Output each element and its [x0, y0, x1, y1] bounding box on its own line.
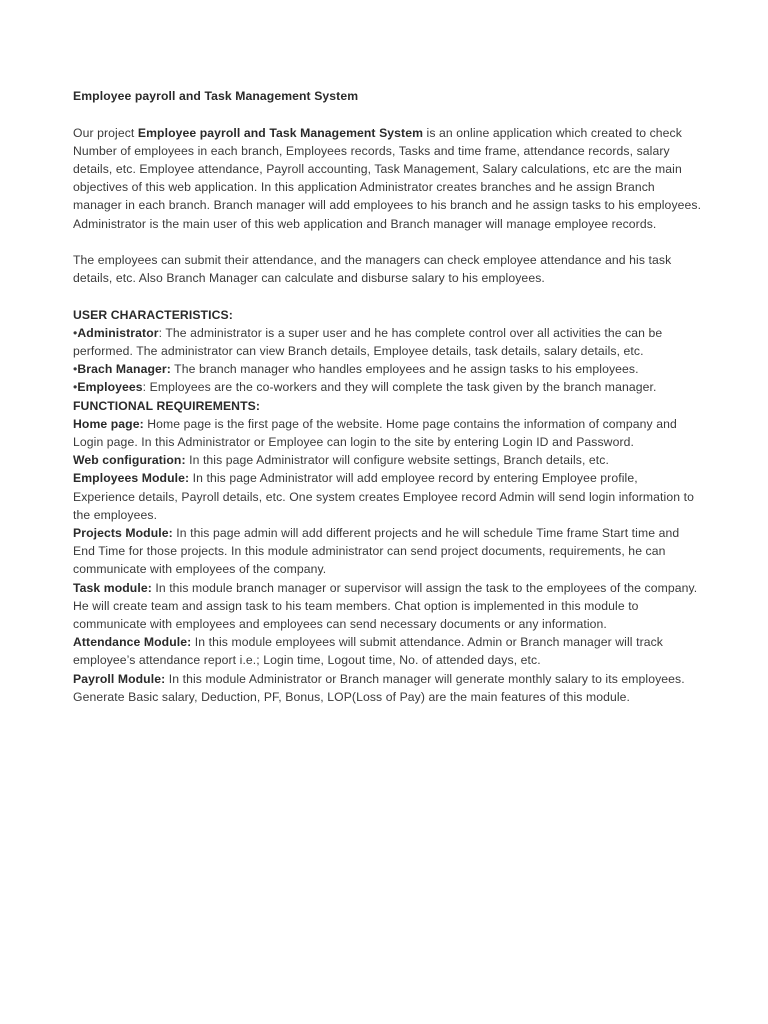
requirement-label: Projects Module:	[73, 526, 173, 541]
document-page	[73, 87, 703, 706]
requirement-text: In this module employees will submit attendance. Admin or Branch manager will track employee’s attendance report i.e.; Login time, Logout time, No. of attended days, etc.	[73, 635, 664, 668]
bullet-icon: •	[73, 325, 78, 340]
requirement-label: Employees Module:	[73, 471, 190, 486]
user-item-text: : The administrator is a super user and he has complete control over all activities the can be performed. The administrator can view Branch details, Employee details, task details, salary details, etc.	[73, 325, 663, 358]
requirement-text: In this module Administrator or Branch manager will generate monthly salary to its employees. Generate Basic salary, Deduction, PF, Bonus, LOP(Loss of Pay) are the main features of this module.	[73, 671, 685, 704]
user-item-text: : Employees are the co-workers and they will complete the task given by the branch manager.	[142, 380, 657, 395]
intro-text: is an online application which created to check Number of employees in each branch, Employees records, Tasks and time frame, attendance records, salary details, etc. Employee attendance, Payroll accounting, Task Management, Salary calculations, etc are the main objectives of this web application. In this application Administrator creates branches and he assign Branch manager in each branch. Branch manager will add employees to his branch and he assign tasks to his employees. Administrator is the main user of this web application and Branch manager will manage employee records.	[73, 125, 702, 231]
bullet-icon: •	[73, 380, 78, 395]
attendance-paragraph: The employees can submit their attendance, and the managers can check employee attendance and his task details, etc. Also Branch Manager can calculate and disburse salary to his employees.	[73, 253, 672, 286]
requirement-payroll-module	[73, 670, 703, 706]
requirement-home-page	[73, 415, 703, 451]
requirement-employees-module	[73, 469, 703, 524]
requirement-text: In this page admin will add different projects and he will schedule Time frame Start time and End Time for those projects. In this module administrator can send project documents, requirements, he can communicate with employees of the company.	[73, 526, 680, 577]
requirement-text: In this page Administrator will add employee record by entering Employee profile, Experience details, Payroll details, etc. One system creates Employee record Admin will send login information to the employees.	[73, 471, 694, 522]
user-characteristics-heading: USER CHARACTERISTICS:	[73, 307, 233, 322]
document-title: Employee payroll and Task Management System	[73, 89, 359, 103]
requirement-projects-module	[73, 524, 703, 579]
requirement-label: Task module:	[73, 580, 152, 595]
requirement-label: Payroll Module:	[73, 671, 166, 686]
requirement-attendance-module	[73, 633, 703, 669]
user-item-employees	[73, 378, 703, 396]
user-item-administrator	[73, 324, 703, 360]
requirement-task-module	[73, 579, 703, 634]
requirement-text: In this module branch manager or supervisor will assign the task to the employees of the company. He will create team and assign task to his team members. Chat option is implemented in this module to communicate with employees and employees can send necessary documents or any information.	[73, 580, 698, 632]
requirement-label: Attendance Module:	[73, 635, 192, 650]
user-item-label: Brach Manager:	[77, 362, 171, 377]
requirement-label: Web configuration:	[73, 453, 186, 468]
user-item-label: Employees	[77, 380, 143, 395]
user-item-label: Administrator	[77, 325, 159, 340]
bullet-icon: •	[73, 362, 78, 377]
intro-paragraph	[73, 124, 703, 233]
requirement-text: Home page is the first page of the website. Home page contains the information of company and Login page. In this Administrator or Employee can login to the site by entering Login ID and Password.	[73, 416, 677, 450]
intro-prefix: Our project	[73, 125, 138, 140]
user-item-branch-manager	[73, 360, 703, 378]
user-item-text: The branch manager who handles employees and he assign tasks to his employees.	[170, 362, 639, 377]
functional-requirements-heading: FUNCTIONAL REQUIREMENTS:	[73, 398, 261, 413]
requirement-label: Home page:	[73, 416, 144, 431]
intro-project-name: Employee payroll and Task Management System	[137, 125, 424, 140]
requirement-web-configuration	[73, 451, 703, 469]
requirement-text: In this page Administrator will configure website settings, Branch details, etc.	[185, 453, 609, 468]
